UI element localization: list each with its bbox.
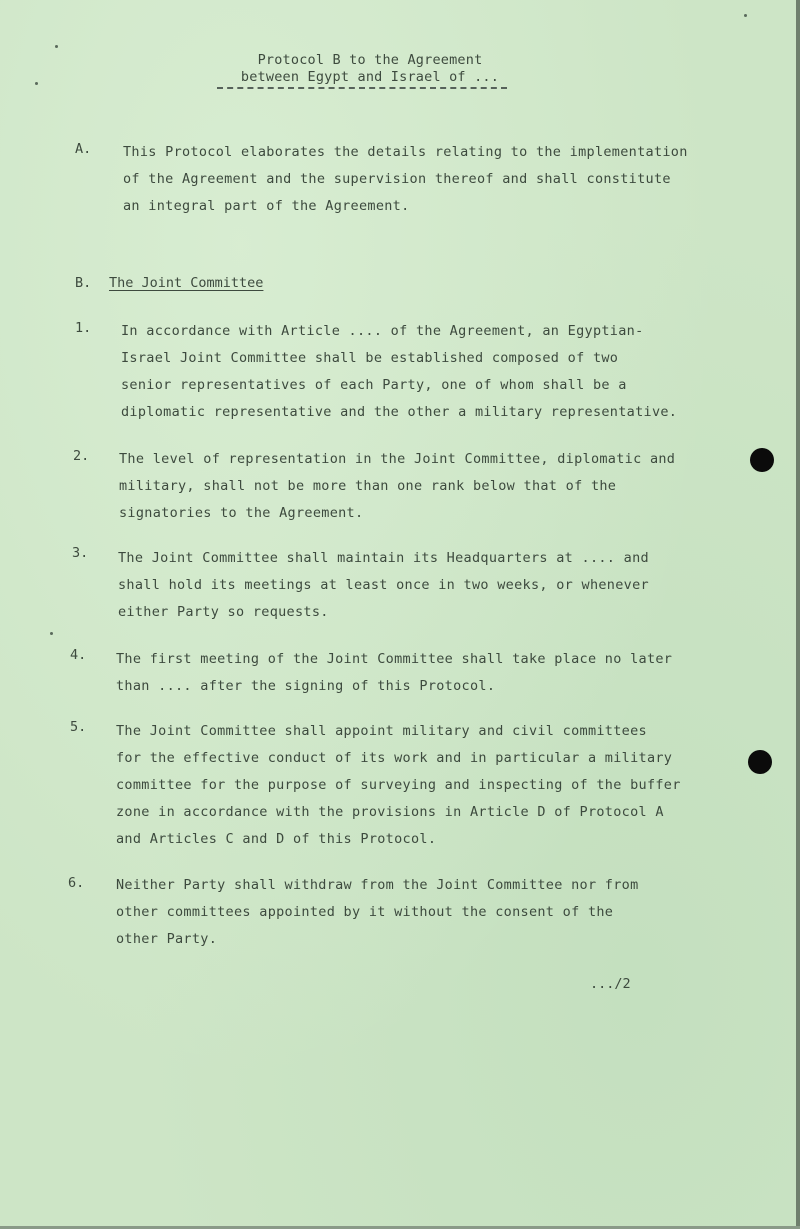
punch-hole (750, 448, 774, 472)
item-number: 6. (68, 875, 85, 891)
item-3-paragraph (118, 545, 738, 626)
paragraph-line: signatories to the Agreement. (119, 505, 364, 521)
paragraph-line: This Protocol elaborates the details relating to the implementation (123, 144, 688, 160)
paragraph-line: The Joint Committee shall appoint military and civil committees (116, 723, 647, 739)
item-1-paragraph (121, 318, 741, 426)
paragraph-line: The level of representation in the Joint Committee, diplomatic and (119, 451, 676, 467)
paragraph-line: of the Agreement and the supervision thereof and shall constitute (123, 171, 671, 187)
item-number: 1. (75, 320, 92, 336)
paragraph-line: and Articles C and D of this Protocol. (116, 831, 437, 847)
scan-edge-right (796, 0, 800, 1229)
item-5-paragraph (116, 718, 736, 853)
punch-hole (748, 750, 772, 774)
paragraph-line: The first meeting of the Joint Committee shall take place no later (116, 651, 673, 667)
paragraph-line: diplomatic representative and the other a military representative. (121, 404, 678, 420)
scan-speck (744, 14, 747, 17)
paragraph-line: either Party so requests. (118, 604, 329, 620)
header-title-line2: between Egypt and Israel of ... (240, 69, 500, 85)
item-number: 3. (72, 545, 89, 561)
page-continuation: .../2 (590, 976, 631, 992)
item-number: 4. (70, 647, 87, 663)
paragraph-line: Neither Party shall withdraw from the Joint Committee nor from (116, 877, 639, 893)
scan-speck (35, 82, 38, 85)
paragraph-line: shall hold its meetings at least once in two weeks, or whenever (118, 577, 649, 593)
item-6-paragraph (116, 872, 736, 953)
section-a-paragraph (123, 139, 743, 220)
paragraph-line: other Party. (116, 931, 218, 947)
paragraph-line: senior representatives of each Party, one of whom shall be a (121, 377, 627, 393)
item-4-paragraph (116, 646, 736, 700)
paragraph-line: zone in accordance with the provisions in Article D of Protocol A (116, 804, 664, 820)
paragraph-line: other committees appointed by it without the consent of the (116, 904, 614, 920)
paragraph-line: than .... after the signing of this Protocol. (116, 678, 496, 694)
paragraph-line: an integral part of the Agreement. (123, 198, 410, 214)
section-a-label: A. (75, 141, 92, 157)
paragraph-line: committee for the purpose of surveying and inspecting of the buffer (116, 777, 681, 793)
scan-speck (55, 45, 58, 48)
item-2-paragraph (119, 446, 739, 527)
paragraph-line: The Joint Committee shall maintain its Headquarters at .... and (118, 550, 649, 566)
paragraph-line: for the effective conduct of its work and in particular a military (116, 750, 673, 766)
section-b-label: B. (75, 275, 92, 291)
paragraph-line: military, shall not be more than one rank below that of the (119, 478, 617, 494)
section-b-title: The Joint Committee (109, 275, 264, 291)
paragraph-line: Israel Joint Committee shall be established composed of two (121, 350, 619, 366)
item-number: 2. (73, 448, 90, 464)
header-divider (217, 87, 507, 89)
scan-speck (50, 632, 53, 635)
header-title-line1: Protocol B to the Agreement (257, 52, 483, 68)
item-number: 5. (70, 719, 87, 735)
paragraph-line: In accordance with Article .... of the Agreement, an Egyptian- (121, 323, 644, 339)
